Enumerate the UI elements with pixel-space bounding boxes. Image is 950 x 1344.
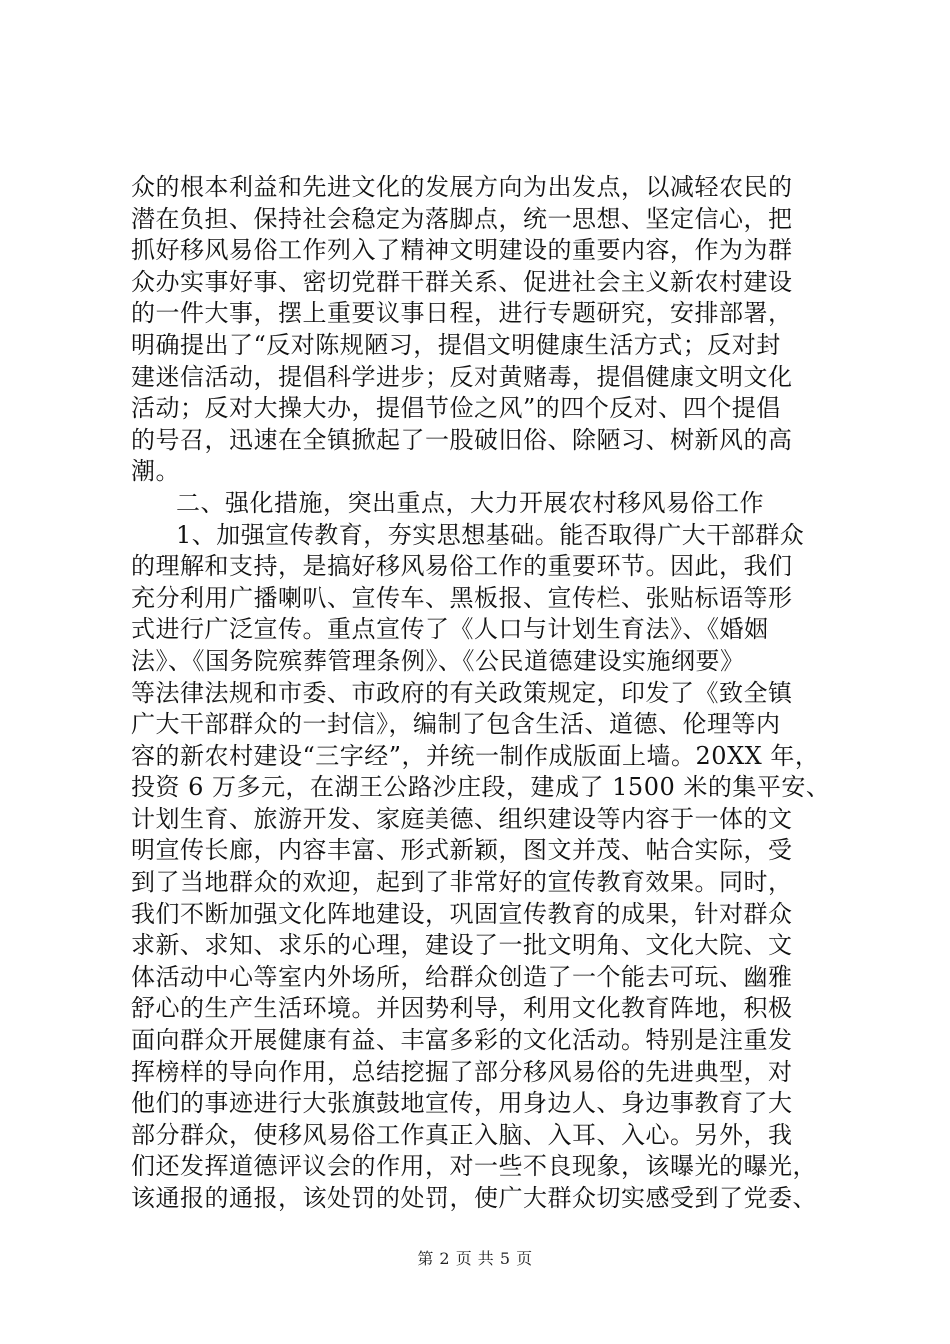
text-line: 面向群众开展健康有益、丰富多彩的文化活动。特别是注重发 <box>131 1026 793 1055</box>
text-line: 活动；反对大操大办，提倡节俭之风”的四个反对、四个提倡 <box>131 394 781 423</box>
text-line: 充分利用广播喇叭、宣传车、黑板报、宣传栏、张贴标语等形 <box>131 583 793 612</box>
text-line: 潮。 <box>131 457 180 486</box>
text-line: 广大干部群众的一封信》，编制了包含生活、道德、伦理等内 <box>131 710 781 739</box>
text-line: 明宣传长廊，内容丰富、形式新颖，图文并茂、帖合实际，受 <box>131 836 793 865</box>
text-line: 等法律法规和市委、市政府的有关政策规定，印发了《致全镇 <box>131 678 793 707</box>
text-line: 的号召，迅速在全镇掀起了一股破旧俗、除陋习、树新风的高 <box>131 425 793 454</box>
text-line: 建迷信活动，提倡科学进步；反对黄赌毒，提倡健康文明文化 <box>131 362 793 391</box>
text-line: 求新、求知、求乐的心理，建设了一批文明角、文化大院、文 <box>131 931 793 960</box>
text-line: 抓好移风易俗工作列入了精神文明建设的重要内容，作为为群 <box>131 236 793 265</box>
text-line: 式进行广泛宣传。重点宣传了《人口与计划生育法》、《婚姻 <box>131 615 769 644</box>
text-line: 明确提出了“反对陈规陋习，提倡文明健康生活方式；反对封 <box>131 330 781 359</box>
document-body <box>131 172 831 1215</box>
text-line: 计划生育、旅游开发、家庭美德、组织建设等内容于一体的文 <box>131 804 793 833</box>
text-line: 众办实事好事、密切党群干群关系、促进社会主义新农村建设 <box>131 267 793 296</box>
text-line: 到了当地群众的欢迎，起到了非常好的宣传教育效果。同时， <box>131 868 793 897</box>
text-line: 挥榜样的导向作用，总结挖掘了部分移风易俗的先进典型，对 <box>131 1057 793 1086</box>
text-line: 舒心的生产生活环境。并因势利导，利用文化教育阵地，积极 <box>131 994 793 1023</box>
text-line: 我们不断加强文化阵地建设，巩固宣传教育的成果，针对群众 <box>131 899 793 928</box>
page-number-footer: 第 2 页 共 5 页 <box>417 1249 533 1268</box>
text-line: 众的根本利益和先进文化的发展方向为出发点，以减轻农民的 <box>131 173 793 201</box>
text-line: 的理解和支持，是搞好移风易俗工作的重要环节。因此，我们 <box>131 552 793 581</box>
text-line: 该通报的通报，该处罚的处罚，使广大群众切实感受到了党委、 <box>131 1184 817 1212</box>
text-line: 们还发挥道德评议会的作用，对一些不良现象，该曝光的曝光， <box>131 1152 817 1181</box>
text-line: 法》、《国务院殡葬管理条例》、《公民道德建设实施纲要》 <box>131 646 745 675</box>
paragraph-start-line: 1、加强宣传教育，夯实思想基础。能否取得广大干部群众 <box>176 520 805 549</box>
text-line: 体活动中心等室内外场所，给群众创造了一个能去可玩、幽雅 <box>131 962 793 991</box>
section-heading: 二、强化措施，突出重点，大力开展农村移风易俗工作 <box>176 488 764 517</box>
text-line: 部分群众，使移风易俗工作真正入脑、入耳、入心。另外，我 <box>131 1120 793 1149</box>
text-line: 的一件大事，摆上重要议事日程，进行专题研究，安排部署， <box>131 299 793 328</box>
text-line: 潜在负担、保持社会稳定为落脚点，统一思想、坚定信心，把 <box>131 204 793 233</box>
text-line: 容的新农村建设“三字经”，并统一制作成版面上墙。20XX 年， <box>131 741 820 770</box>
text-line: 他们的事迹进行大张旗鼓地宣传，用身边人、身边事教育了大 <box>131 1089 793 1118</box>
text-line: 投资 6 万多元，在湖王公路沙庄段，建成了 1500 米的集平安、 <box>131 773 831 802</box>
